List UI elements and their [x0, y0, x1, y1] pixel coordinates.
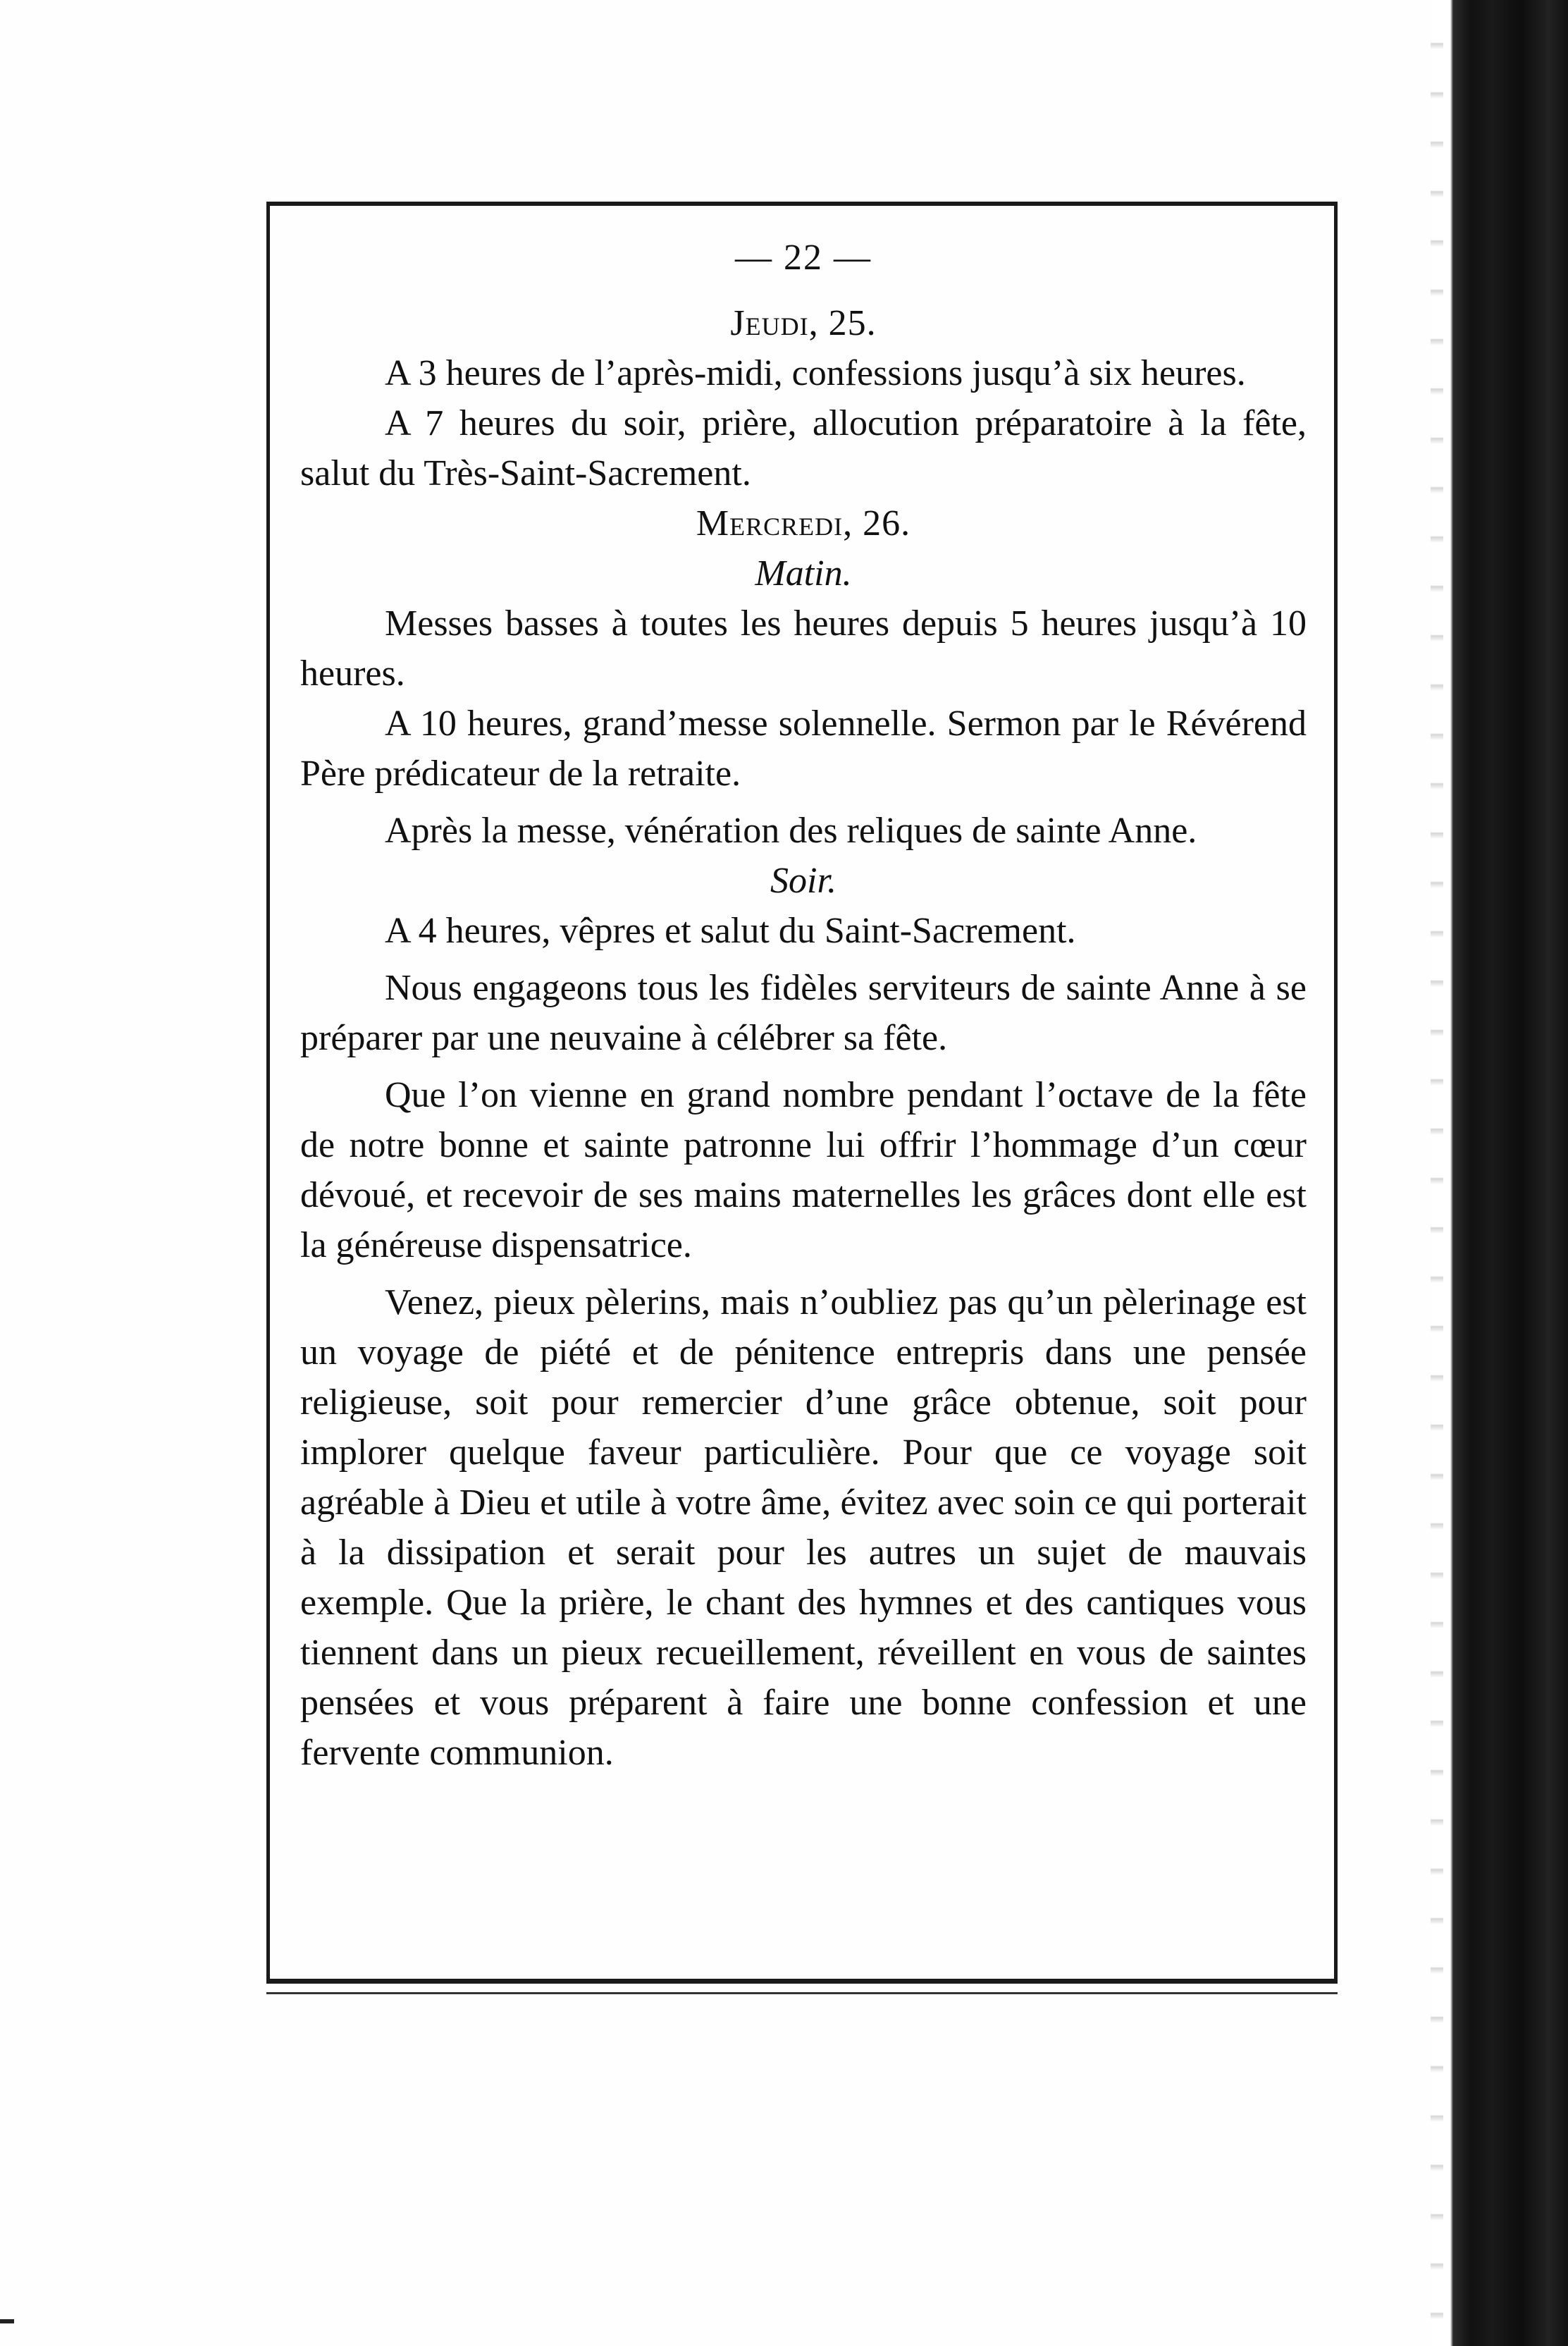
section-heading-jeudi: Jeudi, 25.: [730, 303, 877, 343]
book-spine: [1443, 0, 1568, 2346]
section-heading-mercredi: Mercredi, 26.: [696, 503, 911, 543]
paragraph: A 7 heures du soir, prière, allocution préparatoire à la fête, salut du Très-Saint-Sacrement.: [300, 403, 1307, 493]
subheading-matin: Matin.: [755, 553, 852, 594]
page-number: — 22 —: [735, 238, 872, 278]
paragraph: Après la messe, vénération des reliques de sainte Anne.: [385, 811, 1197, 851]
paragraph: Messes basses à toutes les heures depuis 5 heures jusqu’à 10 heures.: [300, 603, 1307, 694]
paragraph: A 4 heures, vêpres et salut du Saint-Sacrement.: [385, 911, 1076, 951]
paragraph: Que l’on vienne en grand nombre pendant l’octave de la fête de notre bonne et sainte patronne lui offrir l’hommage d’un cœur dévoué, et recevoir de ses mains maternelles les grâces dont elle est la généreuse dispensatrice.: [300, 1075, 1307, 1265]
page-text: [300, 233, 1307, 1778]
subheading-soir: Soir.: [770, 861, 837, 901]
paragraph: A 3 heures de l’après-midi, confessions jusqu’à six heures.: [385, 353, 1246, 393]
scan-artifact: [0, 2319, 14, 2323]
paragraph: Venez, pieux pèlerins, mais n’oubliez pas qu’un pèlerinage est un voyage de piété et de pénitence entrepris dans une pensée religieuse, soit pour remercier d’une grâce obtenue, soit pour implorer quelque faveur particulière. Pour que ce voyage soit agréable à Dieu et utile à votre âme, évitez avec soin ce qui porterait à la dissipation et serait pour les autres un sujet de mauvais exemple. Que la prière, le chant des hymnes et des cantiques vous tiennent dans un pieux recueillement, réveillent en vous de saintes pensées et vous préparent à faire une bonne confession et une fervente communion.: [300, 1282, 1307, 1773]
paragraph: A 10 heures, grand’messe solennelle. Sermon par le Révérend Père prédicateur de la retraite.: [300, 704, 1307, 794]
paragraph: Nous engageons tous les fidèles serviteurs de sainte Anne à se préparer par une neuvaine à célébrer sa fête.: [300, 968, 1307, 1058]
